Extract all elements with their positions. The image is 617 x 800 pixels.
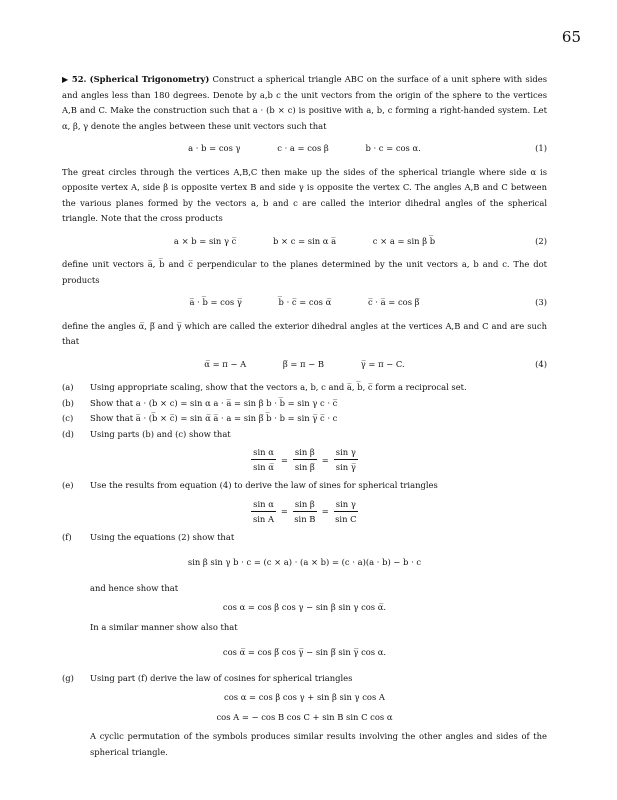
equation-f-triple-product: sin β sin γ b · c = (c × a) · (a × b) = (c · a)(a · b) − b · c bbox=[187, 557, 422, 567]
part-c bbox=[62, 411, 547, 427]
fraction bbox=[334, 498, 358, 525]
part-b bbox=[62, 396, 547, 412]
paragraph-great-circles: The great circles through the vertices A,B,C then make up the sides of the spherical triangle where side α is opposite vertex A, side β is opposite vertex B and side γ is opposite the vertex C. The angles A,B and C between the various planes formed by the vectors a, b and c are called the interior dihedral angles of the spherical triangle. Note that the cross products bbox=[62, 166, 547, 223]
part-text: Use the results from equation (4) to derive the law of sines for spherical triangles bbox=[90, 480, 438, 490]
part-g-closing: A cyclic permutation of the symbols produces similar results involving the other angles and sides of the spherical triangle. bbox=[90, 731, 547, 757]
eq4-part: γ̅ = π − C. bbox=[360, 358, 405, 369]
part-f-similar: In a similar manner show also that bbox=[90, 621, 238, 632]
fraction-numerator: sin α bbox=[251, 446, 276, 460]
equation-number: (3) bbox=[535, 297, 547, 307]
fraction bbox=[293, 498, 317, 525]
fraction-denominator: sin A bbox=[252, 513, 275, 524]
fraction-denominator: sin γ̅ bbox=[335, 462, 356, 472]
part-text: Show that a · (b × c) = sin α a · a̅ = sin β b · b̅ = sin γ c · c̅ bbox=[90, 397, 338, 408]
fraction-denominator: sin B bbox=[294, 513, 316, 524]
equation-ratio-sines: $\frac{\text{sin α}}{\text{sin α̅}}$ = $\frac{\text{sin β}}{\text{sin β̅}}$ = $\frac{\text{sin γ}}{\text{sin γ̅}}$ bbox=[253, 447, 356, 472]
fraction bbox=[251, 498, 276, 525]
equation-g-law-of-cosines-2: cos A = − cos B cos C + sin B sin C cos α bbox=[216, 711, 393, 722]
fraction bbox=[293, 446, 317, 473]
equation-2 bbox=[62, 234, 547, 250]
fraction-numerator: sin α bbox=[251, 498, 276, 512]
part-label: (g) bbox=[62, 672, 74, 683]
equation-f-cos-alpha-bar: cos α̅ = cos β̅ cos γ̅ − sin β̅ sin γ̅ cos α. bbox=[222, 647, 387, 657]
part-d bbox=[62, 427, 547, 443]
part-text: Using the equations (2) show that bbox=[90, 531, 235, 542]
part-f-hence: and hence show that bbox=[90, 582, 179, 593]
eq2-part: a × b = sin γ c̅ bbox=[173, 235, 237, 246]
eq3-part: c̅ · a̅ = cos β̅ bbox=[367, 297, 420, 307]
equation-law-of-sines: $\frac{\text{sin α}}{\text{sin A}}$ = $\frac{\text{sin β}}{\text{sin B}}$ = $\frac{\text{sin γ}}{\text{sin C}}$ bbox=[252, 498, 357, 524]
fraction-numerator: sin β bbox=[293, 498, 317, 512]
fraction-numerator: sin γ bbox=[334, 498, 358, 512]
eq3-part: a̅ · b̅ = cos γ̅ bbox=[189, 297, 242, 307]
equation-number: (1) bbox=[535, 143, 547, 153]
eq1-part: a · b = cos γ bbox=[188, 143, 241, 153]
fraction bbox=[334, 446, 358, 473]
fraction-numerator: sin γ bbox=[334, 446, 358, 460]
equation-1 bbox=[62, 141, 547, 157]
problem-body bbox=[62, 72, 547, 760]
part-label: (e) bbox=[62, 480, 74, 490]
eq2-part: c × a = sin β b̅ bbox=[372, 235, 436, 246]
paragraph-unit-vectors: define unit vectors a̅, b̅ and c̅ perpendicular to the planes determined by the unit vectors a, b and c. The dot products bbox=[62, 259, 547, 285]
equation-number: (4) bbox=[535, 358, 547, 369]
page-number: 65 bbox=[561, 28, 581, 46]
eq3-part: b̅ · c̅ = cos α̅ bbox=[278, 297, 332, 307]
eq4-part: β̅ = π − B bbox=[282, 358, 325, 369]
eq4-part: α̅ = π − A bbox=[204, 358, 247, 369]
part-label: (f) bbox=[62, 531, 72, 542]
fraction-denominator: sin α̅ bbox=[253, 462, 274, 472]
part-label: (d) bbox=[62, 428, 74, 439]
problem-intro bbox=[62, 72, 547, 134]
problem-title: (Spherical Trigonometry) bbox=[89, 74, 210, 84]
equation-4 bbox=[62, 357, 547, 373]
problem-number: 52. bbox=[71, 74, 87, 84]
part-e bbox=[62, 478, 547, 494]
paragraph-exterior-angles: define the angles α̅, β̅ and γ̅ which are called the exterior dihedral angles at the vertices A,B and C and are such that bbox=[62, 320, 547, 346]
problem-intro-text: Construct a spherical triangle ABC on the surface of a unit sphere with sides and angles less than 180 degrees. Denote by a,b c the unit vectors from the origin of the sphere to the vertices A,B and C. Make the construction such that a · (b × c) is positive with a, b, c forming a right-handed system. Let α, β, γ denote the angles between these unit vectors such that bbox=[62, 74, 547, 131]
eq2-part: b × c = sin α a̅ bbox=[273, 235, 337, 246]
fraction-denominator: sin C bbox=[335, 513, 357, 524]
fraction bbox=[251, 446, 276, 473]
part-label: (a) bbox=[62, 382, 74, 392]
part-text: Show that a̅ · (b̅ × c̅) = sin α̅ a̅ · a = sin β̅ b̅ · b = sin γ̅ c̅ · c bbox=[90, 413, 338, 423]
part-a bbox=[62, 380, 547, 396]
triangle-marker-icon: ▶ bbox=[62, 75, 69, 84]
part-g bbox=[62, 671, 547, 687]
eq1-part: b · c = cos α. bbox=[365, 143, 421, 153]
part-text: Using parts (b) and (c) show that bbox=[90, 428, 231, 439]
eq1-part: c · a = cos β bbox=[277, 143, 329, 153]
fraction-numerator: sin β bbox=[293, 446, 317, 460]
part-label: (b) bbox=[62, 397, 74, 408]
part-label: (c) bbox=[62, 413, 74, 423]
part-text: Using appropriate scaling, show that the vectors a, b, c and a̅, b̅, c̅ form a reciprocal set. bbox=[90, 382, 467, 392]
equation-f-cos-alpha: cos α = cos β cos γ − sin β sin γ cos α̅. bbox=[222, 602, 387, 612]
part-text: Using part (f) derive the law of cosines for spherical triangles bbox=[90, 672, 353, 683]
equation-g-law-of-cosines-1: cos α = cos β cos γ + sin β sin γ cos A bbox=[224, 692, 385, 702]
equation-3 bbox=[62, 295, 547, 311]
equation-number: (2) bbox=[535, 235, 547, 246]
part-f bbox=[62, 530, 547, 546]
fraction-denominator: sin β̅ bbox=[294, 462, 315, 472]
